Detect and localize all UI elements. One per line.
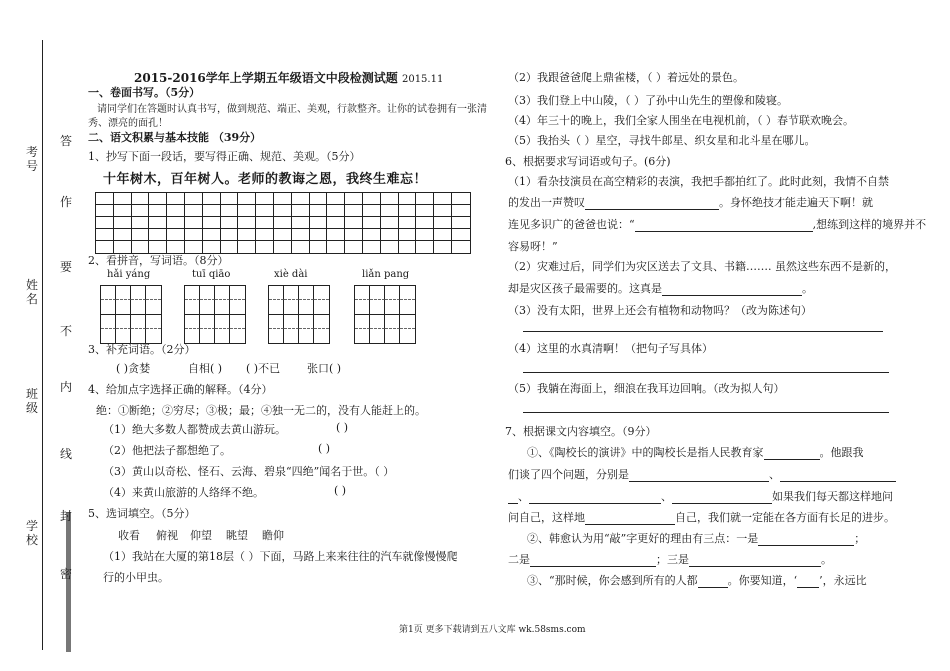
q5-sentence-4: （4）年三十的晚上，我们全家人围坐在电视机前，（ ）春节联欢晚会。 <box>508 114 854 127</box>
grid-cell[interactable] <box>132 205 150 217</box>
pinyin-1: hǎi yáng <box>107 269 151 280</box>
grid-cell[interactable] <box>416 193 434 205</box>
grid-cell[interactable] <box>416 241 434 253</box>
grid-cell[interactable] <box>221 193 239 205</box>
q7-1-line-4: 问自己，这样地 自己，我们就一定能在各方面有长足的进步。 <box>508 511 895 524</box>
grid-cell[interactable] <box>185 229 203 241</box>
q5-sentence-2: （2）我跟爸爸爬上鼎雀楼，（ ）着远处的景色。 <box>508 71 744 84</box>
grid-cell[interactable] <box>256 193 274 205</box>
grid-cell[interactable] <box>452 217 470 229</box>
grid-cell[interactable] <box>132 217 150 229</box>
grid-cell[interactable] <box>416 217 434 229</box>
grid-cell[interactable] <box>256 241 274 253</box>
grid-cell[interactable] <box>310 229 328 241</box>
grid-cell[interactable] <box>381 193 399 205</box>
q3-item: ( )不已 <box>246 362 281 375</box>
q4-answer-paren[interactable]: ( ) <box>334 484 347 497</box>
answer-blank[interactable] <box>585 513 675 525</box>
grid-cell[interactable] <box>238 205 256 217</box>
grid-cell[interactable] <box>327 229 345 241</box>
grid-cell[interactable] <box>238 217 256 229</box>
grid-cell[interactable] <box>399 241 417 253</box>
q5-sentence-3: （3）我们登上中山陵，（ ）了孙中山先生的塑像和陵寝。 <box>508 94 788 107</box>
grid-cell[interactable] <box>327 193 345 205</box>
grid-cell[interactable] <box>149 217 167 229</box>
seal-char: 密 <box>59 567 72 581</box>
grid-cell[interactable] <box>114 193 132 205</box>
seal-char: 封 <box>59 509 72 523</box>
grid-cell[interactable] <box>203 217 221 229</box>
grid-cell[interactable] <box>149 193 167 205</box>
q4-item-1: （1）绝大多数人都赞成去黄山游玩。 <box>103 423 286 436</box>
grid-cell[interactable] <box>132 229 150 241</box>
pinyin-2: tuī qiāo <box>192 269 231 280</box>
binding-bar <box>66 512 71 652</box>
pinyin-answer-box[interactable] <box>354 285 416 315</box>
grid-cell[interactable] <box>96 217 114 229</box>
grid-cell[interactable] <box>292 205 310 217</box>
grid-cell[interactable] <box>327 241 345 253</box>
grid-cell[interactable] <box>381 229 399 241</box>
grid-cell[interactable] <box>238 241 256 253</box>
grid-cell[interactable] <box>310 193 328 205</box>
seal-char: 不 <box>59 324 72 338</box>
grid-cell[interactable] <box>114 205 132 217</box>
seal-char: 线 <box>59 447 72 461</box>
grid-cell[interactable] <box>399 217 417 229</box>
q7-3: ③、“那时候，你会感到所有的人都 。你要知道，‘ ’，永远比 <box>527 574 867 587</box>
binding-line <box>42 40 43 650</box>
section-1-heading: 一、卷面书写。（5分） <box>88 86 201 99</box>
q3-item: 张口( ) <box>307 362 342 375</box>
grid-cell[interactable] <box>132 193 150 205</box>
grid-cell[interactable] <box>274 205 292 217</box>
q7-1-line-3: 、 、 如果我们每天都这样地问 <box>508 488 893 504</box>
grid-cell[interactable] <box>310 217 328 229</box>
section-1-text: 请同学们在答题时认真书写，做到规范、端正、美观，行款整齐。让你的试卷拥有一张清 <box>97 104 487 115</box>
pinyin-4: liǎn pang <box>362 269 410 280</box>
answer-blank[interactable] <box>764 448 820 460</box>
seal-char: 作 <box>59 195 72 209</box>
grid-cell[interactable] <box>434 217 452 229</box>
q6-2-line-1: （2）灾难过后，同学们为灾区送去了文具、书籍……. 虽然这些东西不是新的， <box>508 260 896 273</box>
grid-cell[interactable] <box>310 241 328 253</box>
grid-cell[interactable] <box>256 229 274 241</box>
grid-cell[interactable] <box>434 229 452 241</box>
grid-cell[interactable] <box>221 205 239 217</box>
grid-cell[interactable] <box>185 217 203 229</box>
q4-answer-paren[interactable]: ( ) <box>336 421 349 434</box>
grid-cell[interactable] <box>434 193 452 205</box>
grid-cell[interactable] <box>416 205 434 217</box>
question-1: 1、抄写下面一段话，要写得正确、规范、美观。（5分） <box>88 150 361 163</box>
grid-cell[interactable] <box>381 217 399 229</box>
q5-sentence-1-cont: 行的小甲虫。 <box>103 571 169 584</box>
grid-cell[interactable] <box>381 205 399 217</box>
grid-cell[interactable] <box>221 229 239 241</box>
grid-cell[interactable] <box>363 205 381 217</box>
grid-cell[interactable] <box>452 229 470 241</box>
grid-cell[interactable] <box>345 217 363 229</box>
copy-writing-grid[interactable] <box>95 192 471 254</box>
q5-sentence-5: （5）我抬头（ ）星空，寻找牛郎星、织女星和北斗星在哪儿。 <box>508 134 816 147</box>
name-label: 姓名 <box>25 278 38 306</box>
grid-cell[interactable] <box>327 205 345 217</box>
q4-answer-paren[interactable]: ( ) <box>318 442 331 455</box>
grid-cell[interactable] <box>292 229 310 241</box>
answer-blank[interactable] <box>797 576 819 588</box>
pinyin-answer-box[interactable] <box>100 285 162 315</box>
seal-char: 要 <box>59 260 72 274</box>
answer-blank[interactable] <box>758 534 854 546</box>
answer-blank[interactable] <box>662 284 802 296</box>
pinyin-answer-box[interactable] <box>268 314 330 344</box>
seal-char: 答 <box>59 134 72 148</box>
q4-item-4: （4）来黄山旅游的人络绎不绝。 <box>103 486 264 499</box>
q5-word: 仰望 <box>190 529 212 542</box>
grid-cell[interactable] <box>292 193 310 205</box>
grid-cell[interactable] <box>96 205 114 217</box>
q3-item: 自相( ) <box>188 362 223 375</box>
q6-2-line-2: 却是灾区孩子最需要的。这真是 。 <box>508 282 813 295</box>
grid-cell[interactable] <box>203 193 221 205</box>
grid-cell[interactable] <box>363 229 381 241</box>
q6-1-line-3: 连见多识广的爸爸也说：“ ,想练到这样的境界并不 <box>508 218 927 231</box>
grid-cell[interactable] <box>114 229 132 241</box>
answer-blank[interactable] <box>689 555 821 567</box>
page-footer: 第1页 更多下载请到五八文库 wk.58sms.com <box>399 625 586 635</box>
pinyin-answer-box[interactable] <box>268 285 330 315</box>
q7-1-line-1: ①、《陶校长的演讲》中的陶校长是指人民教育家 。他跟我 <box>527 446 864 459</box>
page-title: 2015-2016学年上学期五年级语文中段检测试题 2015.11 <box>134 71 444 85</box>
q7-1-line-2: 们谈了四个问题，分别是 、 <box>508 466 896 482</box>
grid-cell[interactable] <box>203 205 221 217</box>
answer-blank[interactable] <box>629 470 769 482</box>
copy-text: 十年树木，百年树人。老师的教诲之恩，我终生难忘！ <box>103 172 428 187</box>
question-6: 6、根据要求写词语或句子。(6分) <box>505 155 671 168</box>
grid-cell[interactable] <box>96 193 114 205</box>
answer-blank[interactable] <box>698 576 728 588</box>
grid-cell[interactable] <box>345 241 363 253</box>
answer-blank[interactable] <box>672 492 772 504</box>
q5-sentence-1: （1）我站在大厦的第18层（ ）下面，马路上来来往往的汽车就像慢慢爬 <box>103 550 458 563</box>
q7-2-line-2: 二是 ；三是 。 <box>508 553 832 566</box>
q6-1-line-4: 容易呀！” <box>508 240 558 253</box>
grid-cell[interactable] <box>399 205 417 217</box>
pinyin-answer-box[interactable] <box>184 285 246 315</box>
grid-cell[interactable] <box>345 229 363 241</box>
grid-cell[interactable] <box>452 193 470 205</box>
q5-word: 眺望 <box>226 529 248 542</box>
question-3: 3、补充词语。（2分） <box>88 343 196 356</box>
q5-word: 瞻仰 <box>262 529 284 542</box>
grid-cell[interactable] <box>167 217 185 229</box>
section-1-text: 秀、漂亮的面孔！ <box>88 118 168 129</box>
question-2: 2、看拼音，写词语。（8分） <box>88 254 229 267</box>
grid-cell[interactable] <box>238 193 256 205</box>
grid-cell[interactable] <box>452 205 470 217</box>
grid-cell[interactable] <box>345 193 363 205</box>
grid-cell[interactable] <box>256 205 274 217</box>
grid-cell[interactable] <box>399 193 417 205</box>
grid-cell[interactable] <box>363 217 381 229</box>
grid-cell[interactable] <box>327 217 345 229</box>
q6-1-line-2: 的发出一声赞叹 。身怀绝技才能走遍天下啊！就 <box>508 196 873 209</box>
grid-cell[interactable] <box>434 241 452 253</box>
pinyin-answer-box[interactable] <box>354 314 416 344</box>
grid-cell[interactable] <box>96 229 114 241</box>
grid-cell[interactable] <box>114 217 132 229</box>
grid-cell[interactable] <box>274 217 292 229</box>
answer-blank[interactable] <box>530 555 656 567</box>
grid-cell[interactable] <box>185 205 203 217</box>
seal-char: 内 <box>59 380 72 394</box>
question-7: 7、根据课文内容填空。（9分） <box>505 425 657 438</box>
q6-3: （3）没有太阳，世界上还会有植物和动物吗？（改为陈述句） <box>508 304 812 317</box>
answer-line[interactable] <box>523 372 889 373</box>
q4-item-3: （3）黄山以奇松、怪石、云海、碧泉“四绝”闻名于世。（ ） <box>103 465 395 478</box>
answer-line[interactable] <box>523 331 883 332</box>
grid-cell[interactable] <box>221 217 239 229</box>
grid-cell[interactable] <box>149 205 167 217</box>
q6-5: （5）我躺在海面上，细浪在我耳边回响。（改为拟人句） <box>508 382 785 395</box>
q6-4: （4）这里的水真清啊！（把句子写具体） <box>508 342 713 355</box>
grid-cell[interactable] <box>167 205 185 217</box>
grid-cell[interactable] <box>167 193 185 205</box>
grid-cell[interactable] <box>345 205 363 217</box>
school-label: 学校 <box>25 519 38 547</box>
exam-number-label: 考号 <box>25 145 38 173</box>
section-2-heading: 二、语文积累与基本技能 （39分） <box>88 131 262 144</box>
grid-cell[interactable] <box>238 229 256 241</box>
grid-cell[interactable] <box>203 229 221 241</box>
grid-cell[interactable] <box>185 193 203 205</box>
q4-definition: 绝：①断绝；②穷尽；③极；最；④独一无二的，没有人能赶上的。 <box>96 404 426 417</box>
grid-cell[interactable] <box>363 241 381 253</box>
grid-cell[interactable] <box>167 229 185 241</box>
grid-cell[interactable] <box>363 193 381 205</box>
answer-line[interactable] <box>523 412 889 413</box>
grid-cell[interactable] <box>274 241 292 253</box>
q6-1-line-1: （1）看杂技演员在高空精彩的表演，我把手都拍红了。此时此刻，我情不自禁 <box>508 175 889 188</box>
question-5: 5、选词填空。（5分） <box>88 507 196 520</box>
grid-cell[interactable] <box>292 241 310 253</box>
grid-cell[interactable] <box>310 205 328 217</box>
answer-blank[interactable] <box>635 220 813 232</box>
grid-cell[interactable] <box>416 229 434 241</box>
answer-blank[interactable] <box>508 492 518 504</box>
q7-2-line-1: ②、韩愈认为用“敲”字更好的理由有三点：一是 ； <box>527 532 866 545</box>
class-label: 班级 <box>25 387 38 415</box>
grid-cell[interactable] <box>274 229 292 241</box>
q4-item-2: （2）他把法子都想绝了。 <box>103 444 231 457</box>
grid-cell[interactable] <box>292 217 310 229</box>
grid-cell[interactable] <box>381 241 399 253</box>
q3-item: ( )贪婪 <box>116 362 151 375</box>
question-4: 4、给加点字选择正确的解释。（4分） <box>88 383 273 396</box>
grid-cell[interactable] <box>452 241 470 253</box>
q5-word: 俯视 <box>156 529 178 542</box>
grid-cell[interactable] <box>149 229 167 241</box>
pinyin-answer-box[interactable] <box>184 314 246 344</box>
grid-cell[interactable] <box>399 229 417 241</box>
answer-blank[interactable] <box>780 470 896 482</box>
grid-cell[interactable] <box>274 193 292 205</box>
grid-cell[interactable] <box>256 217 274 229</box>
grid-cell[interactable] <box>434 205 452 217</box>
pinyin-3: xiè dài <box>274 269 308 280</box>
q5-word: 收看 <box>118 529 140 542</box>
pinyin-answer-box[interactable] <box>100 314 162 344</box>
answer-blank[interactable] <box>529 492 661 504</box>
answer-blank[interactable] <box>585 198 719 210</box>
